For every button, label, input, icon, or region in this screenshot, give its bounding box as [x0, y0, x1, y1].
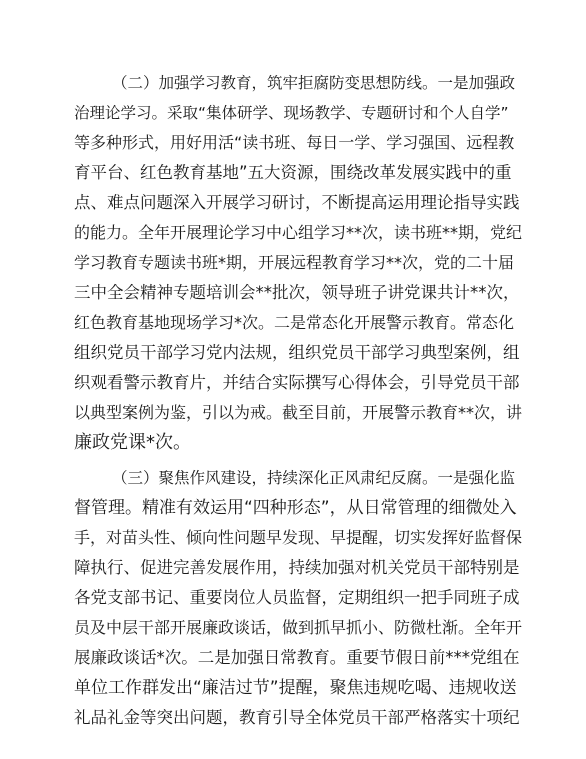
text-line: 三中全会精神专题培训会**批次，领导班子讲党课共计**次， — [74, 283, 520, 302]
text-line: 单位工作群发出“廉洁过节”提醒，聚焦违规吃喝、违规收送 — [74, 678, 517, 698]
document-body — [74, 68, 522, 733]
text-line: 障执行、促进完善发展作用，持续加强对机关党员干部特别是 — [74, 558, 520, 577]
text-line: 展廉政谈话*次。二是加强日常教育。重要节假日前***党组在 — [74, 648, 520, 667]
text-line: 等多种形式，用好用活“读书班、每日一学、学习强国、远程教 — [74, 133, 515, 152]
text-line: 红色教育基地现场学习*次。二是常态化开展警示教育。常态化 — [74, 313, 515, 332]
text-line: 手，对苗头性、倾向性问题早发现、早提醒，切实发挥好监督保 — [74, 528, 522, 547]
text-line: 治理论学习。采取“集体研学、现场教学、专题研讨和个人自学” — [74, 104, 509, 122]
text-line: 各党支部书记、重要岗位人员监督，定期组织一把手同班子成 — [74, 588, 520, 607]
text-line: 员及中层干部开展廉政谈话，做到抓早抓小、防微杜渐。全年开 — [74, 618, 522, 637]
text-line: 学习教育专题读书班*期，开展远程教育学习**次，党的二十届 — [74, 253, 515, 272]
text-line: 组织党员干部学习党内法规，组织党员干部学习典型案例，组 — [74, 343, 520, 362]
text-line: 礼品礼金等突出问题，教育引导全体党员干部严格落实十项纪 — [74, 708, 520, 727]
text-line: 的能力。全年开展理论学习中心组学习**次，读书班**期，党纪 — [74, 223, 522, 242]
text-line: 点、难点问题深入开展学习研讨，不断提高运用理论指导实践 — [74, 193, 520, 212]
text-line: 以典型案例为鉴，引以为戒。截至目前，开展警示教育**次，讲 — [74, 403, 522, 422]
text-line: （三）聚焦作风建设，持续深化正风肃纪反腐。一是强化监 — [112, 469, 516, 487]
text-line: （二）加强学习教育，筑牢拒腐防变思想防线。一是加强政 — [112, 74, 516, 92]
text-line: 廉政党课*次。 — [74, 432, 191, 453]
text-line: 育平台、红色教育基地”五大资源，围绕改革发展实践中的重 — [74, 163, 512, 182]
paragraph-section-two — [74, 68, 522, 458]
text-line: 织观看警示教育片，并结合实际撰写心得体会，引导党员干部 — [74, 373, 520, 392]
text-line: 督管理。精准有效运用“四种形态”，从日常管理的细微处入 — [74, 498, 517, 518]
paragraph-section-three — [74, 463, 522, 733]
